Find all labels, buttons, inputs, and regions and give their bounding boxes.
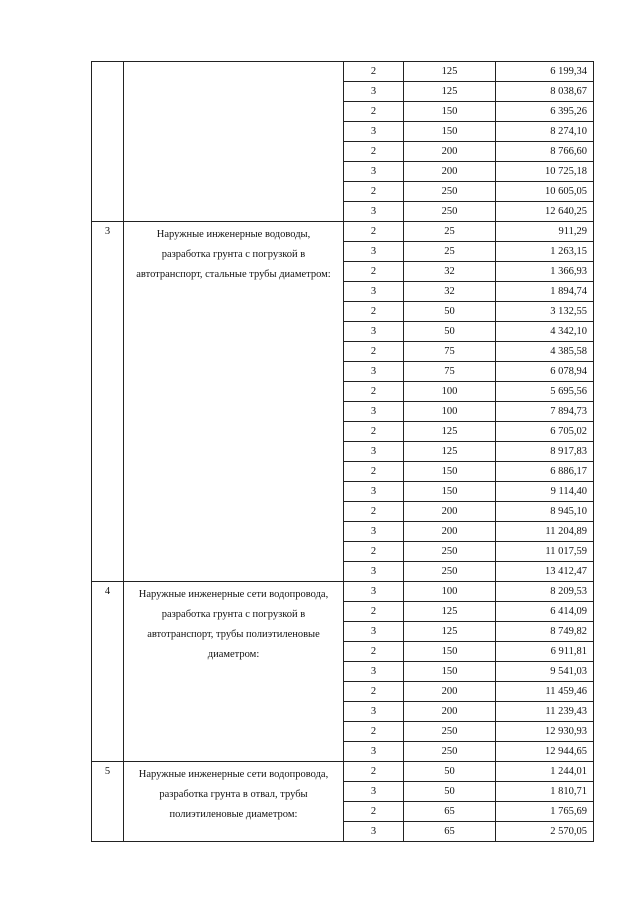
cost-cell: 8 917,83	[496, 442, 594, 462]
cost-cell: 12 930,93	[496, 722, 594, 742]
soil-category-cell: 2	[344, 262, 404, 282]
pipe-diameter-cell: 32	[404, 282, 496, 302]
pipe-diameter-cell: 200	[404, 502, 496, 522]
soil-category-cell: 2	[344, 62, 404, 82]
item-description: Наружные инженерные сети водопровода, разработка грунта в отвал, трубы полиэтиленовые диаметром:	[124, 762, 344, 842]
cost-cell: 7 894,73	[496, 402, 594, 422]
pipe-diameter-cell: 250	[404, 742, 496, 762]
item-number: 5	[92, 762, 124, 842]
cost-cell: 8 766,60	[496, 142, 594, 162]
soil-category-cell: 3	[344, 482, 404, 502]
soil-category-cell: 3	[344, 162, 404, 182]
pipe-diameter-cell: 125	[404, 422, 496, 442]
item-number	[92, 62, 124, 222]
cost-cell: 12 944,65	[496, 742, 594, 762]
cost-cell: 8 749,82	[496, 622, 594, 642]
pipe-diameter-cell: 200	[404, 702, 496, 722]
cost-cell: 6 414,09	[496, 602, 594, 622]
soil-category-cell: 3	[344, 662, 404, 682]
table-row	[92, 222, 594, 242]
soil-category-cell: 2	[344, 422, 404, 442]
soil-category-cell: 3	[344, 362, 404, 382]
pipe-diameter-cell: 50	[404, 302, 496, 322]
soil-category-cell: 3	[344, 202, 404, 222]
soil-category-cell: 3	[344, 562, 404, 582]
pipe-diameter-cell: 150	[404, 642, 496, 662]
cost-cell: 6 199,34	[496, 62, 594, 82]
cost-cell: 4 385,58	[496, 342, 594, 362]
soil-category-cell: 2	[344, 302, 404, 322]
soil-category-cell: 2	[344, 602, 404, 622]
soil-category-cell: 2	[344, 382, 404, 402]
cost-cell: 1 263,15	[496, 242, 594, 262]
soil-category-cell: 3	[344, 702, 404, 722]
cost-cell: 2 570,05	[496, 822, 594, 842]
item-description: Наружные инженерные водоводы, разработка грунта с погрузкой в автотранспорт, стальные трубы диаметром:	[124, 222, 344, 582]
soil-category-cell: 2	[344, 762, 404, 782]
soil-category-cell: 3	[344, 82, 404, 102]
cost-cell: 5 695,56	[496, 382, 594, 402]
cost-cell: 6 911,81	[496, 642, 594, 662]
pipe-diameter-cell: 65	[404, 802, 496, 822]
pipe-diameter-cell: 250	[404, 202, 496, 222]
pipe-diameter-cell: 32	[404, 262, 496, 282]
cost-cell: 1 894,74	[496, 282, 594, 302]
pipe-diameter-cell: 150	[404, 662, 496, 682]
table-row	[92, 62, 594, 82]
pipe-diameter-cell: 200	[404, 142, 496, 162]
soil-category-cell: 3	[344, 402, 404, 422]
pipe-diameter-cell: 100	[404, 382, 496, 402]
cost-cell: 8 945,10	[496, 502, 594, 522]
soil-category-cell: 2	[344, 502, 404, 522]
soil-category-cell: 3	[344, 282, 404, 302]
soil-category-cell: 3	[344, 122, 404, 142]
cost-cell: 10 725,18	[496, 162, 594, 182]
cost-cell: 11 017,59	[496, 542, 594, 562]
soil-category-cell: 3	[344, 522, 404, 542]
soil-category-cell: 3	[344, 782, 404, 802]
cost-cell: 13 412,47	[496, 562, 594, 582]
cost-cell: 11 459,46	[496, 682, 594, 702]
soil-category-cell: 2	[344, 722, 404, 742]
pipe-diameter-cell: 250	[404, 182, 496, 202]
pipe-diameter-cell: 125	[404, 622, 496, 642]
soil-category-cell: 3	[344, 322, 404, 342]
soil-category-cell: 3	[344, 442, 404, 462]
cost-cell: 1 366,93	[496, 262, 594, 282]
item-number: 4	[92, 582, 124, 762]
cost-cell: 4 342,10	[496, 322, 594, 342]
pipe-diameter-cell: 50	[404, 322, 496, 342]
table-row	[92, 582, 594, 602]
item-description	[124, 62, 344, 222]
pipe-diameter-cell: 200	[404, 682, 496, 702]
item-number: 3	[92, 222, 124, 582]
cost-cell: 8 038,67	[496, 82, 594, 102]
pipe-diameter-cell: 125	[404, 82, 496, 102]
pipe-diameter-cell: 25	[404, 222, 496, 242]
price-table-body	[92, 62, 594, 842]
pipe-diameter-cell: 125	[404, 602, 496, 622]
soil-category-cell: 2	[344, 802, 404, 822]
pipe-diameter-cell: 200	[404, 522, 496, 542]
pipe-diameter-cell: 250	[404, 562, 496, 582]
pipe-diameter-cell: 150	[404, 102, 496, 122]
cost-cell: 3 132,55	[496, 302, 594, 322]
soil-category-cell: 3	[344, 582, 404, 602]
item-description: Наружные инженерные сети водопровода, разработка грунта с погрузкой в автотранспорт, трубы полиэтиленовые диаметром:	[124, 582, 344, 762]
pipe-diameter-cell: 150	[404, 462, 496, 482]
pipe-diameter-cell: 50	[404, 762, 496, 782]
cost-cell: 6 395,26	[496, 102, 594, 122]
pipe-diameter-cell: 150	[404, 482, 496, 502]
cost-cell: 1 244,01	[496, 762, 594, 782]
soil-category-cell: 3	[344, 822, 404, 842]
cost-cell: 6 886,17	[496, 462, 594, 482]
pipe-diameter-cell: 75	[404, 362, 496, 382]
soil-category-cell: 3	[344, 622, 404, 642]
soil-category-cell: 2	[344, 462, 404, 482]
pipe-diameter-cell: 150	[404, 122, 496, 142]
soil-category-cell: 2	[344, 102, 404, 122]
pipe-diameter-cell: 100	[404, 582, 496, 602]
soil-category-cell: 2	[344, 682, 404, 702]
cost-cell: 11 239,43	[496, 702, 594, 722]
pipe-diameter-cell: 25	[404, 242, 496, 262]
cost-cell: 9 541,03	[496, 662, 594, 682]
price-table	[91, 61, 594, 842]
pipe-diameter-cell: 50	[404, 782, 496, 802]
soil-category-cell: 2	[344, 142, 404, 162]
cost-cell: 6 705,02	[496, 422, 594, 442]
soil-category-cell: 3	[344, 242, 404, 262]
soil-category-cell: 3	[344, 742, 404, 762]
cost-cell: 12 640,25	[496, 202, 594, 222]
pipe-diameter-cell: 125	[404, 62, 496, 82]
table-row	[92, 762, 594, 782]
pipe-diameter-cell: 125	[404, 442, 496, 462]
cost-cell: 911,29	[496, 222, 594, 242]
cost-cell: 10 605,05	[496, 182, 594, 202]
cost-cell: 11 204,89	[496, 522, 594, 542]
cost-cell: 8 209,53	[496, 582, 594, 602]
cost-cell: 1 810,71	[496, 782, 594, 802]
soil-category-cell: 2	[344, 642, 404, 662]
pipe-diameter-cell: 200	[404, 162, 496, 182]
pipe-diameter-cell: 250	[404, 542, 496, 562]
cost-cell: 1 765,69	[496, 802, 594, 822]
soil-category-cell: 2	[344, 182, 404, 202]
cost-cell: 8 274,10	[496, 122, 594, 142]
cost-cell: 6 078,94	[496, 362, 594, 382]
cost-cell: 9 114,40	[496, 482, 594, 502]
soil-category-cell: 2	[344, 542, 404, 562]
pipe-diameter-cell: 100	[404, 402, 496, 422]
pipe-diameter-cell: 75	[404, 342, 496, 362]
pipe-diameter-cell: 65	[404, 822, 496, 842]
soil-category-cell: 2	[344, 222, 404, 242]
soil-category-cell: 2	[344, 342, 404, 362]
pipe-diameter-cell: 250	[404, 722, 496, 742]
